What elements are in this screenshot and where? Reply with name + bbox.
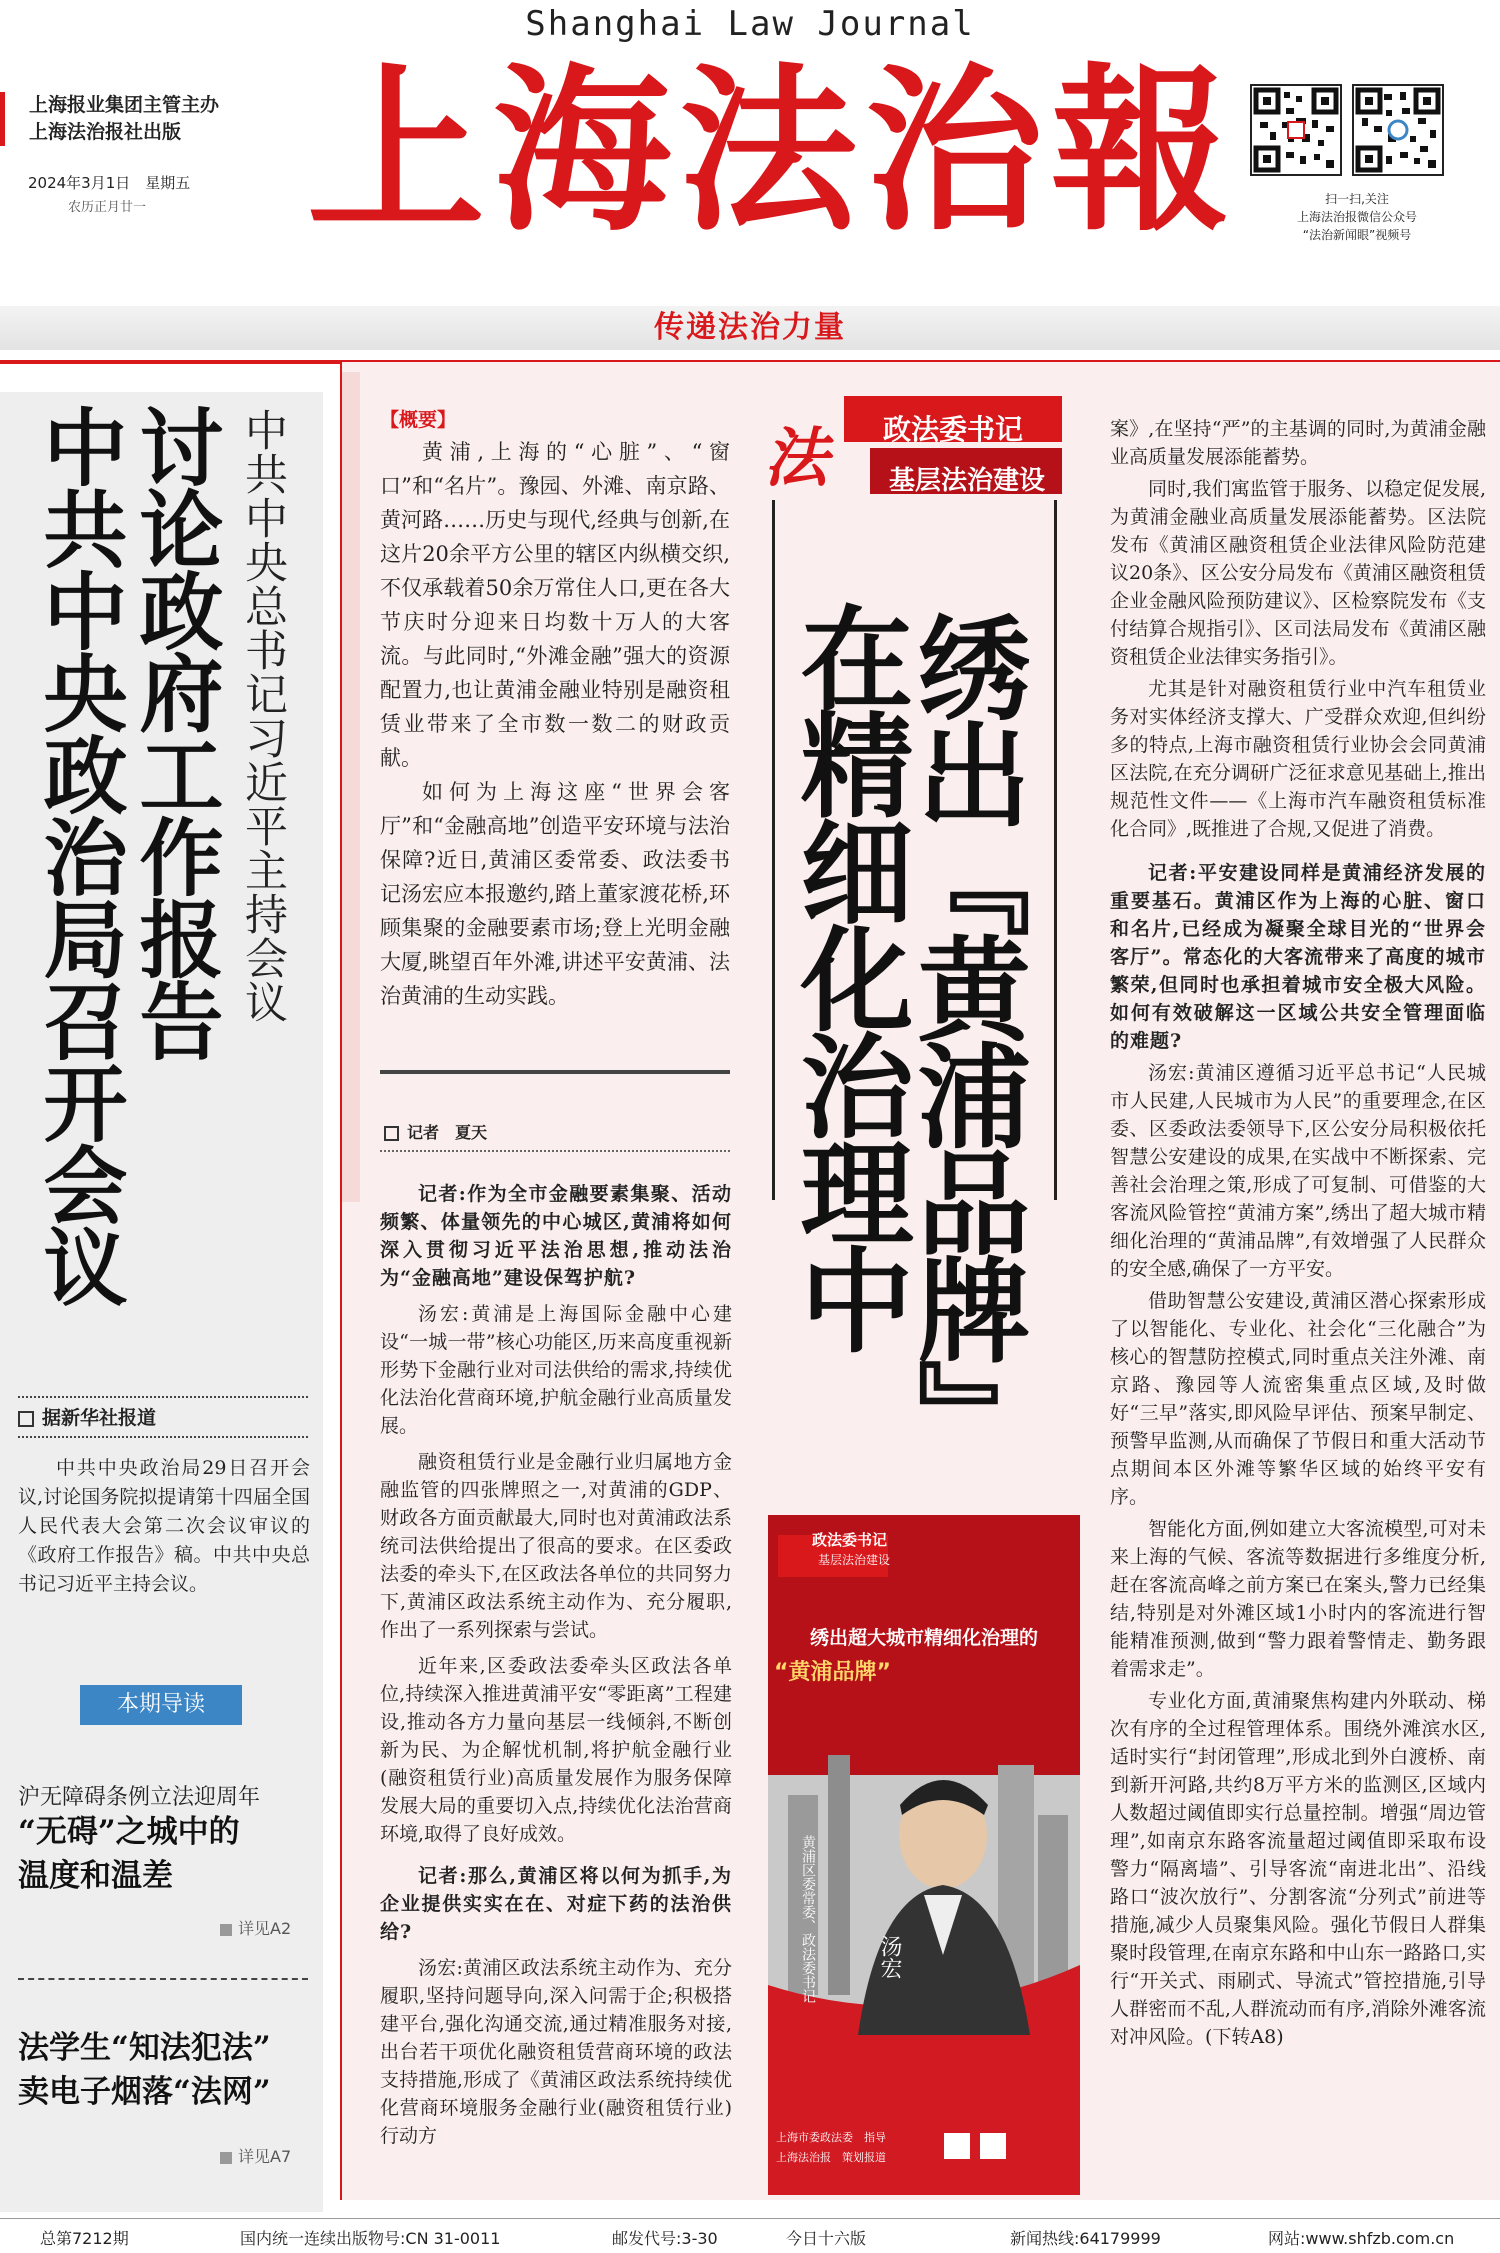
headline-main-2[interactable]: 中共中央政治局召开会议 [30,404,128,1306]
guide-button[interactable]: 本期导读 [80,1685,242,1725]
divider [18,1396,308,1398]
footer-cn: 国内统一连续出版物号:CN 31-0011 [240,2229,501,2248]
see-page-link[interactable]: 详见A2 [220,1916,291,1939]
abstract-paragraph: 如何为上海这座“世界会客厅”和“金融高地”创造平安环境与法治保障?近日,黄浦区委常委、政法委书记汤宏应本报邀约,踏上董家渡花桥,环顾集聚的金融要素市场;登上光明金融大厦,眺望百年外滩,讲述平安黄浦、法治黄浦的生动实践。 [380,780,730,1008]
video-account-qr-code[interactable] [1352,84,1444,176]
poster-role: 黄浦区委常委、政法委书记 [800,1835,816,2003]
svg-text:法: 法 [764,421,828,496]
qr-caption-line: 扫一扫,关注 [1325,192,1389,206]
footer-postal: 邮发代号:3-30 [612,2229,718,2248]
interview-paragraph: 智能化方面,例如建立大客流模型,可对未来上海的气候、客流等数据进行多维度分析,赶在客流高峰之前方案已在案头,警力已经集结,特别是对外滩区域1小时内的客流进行智能精准预测,做到“警力跟着警情走、勤务跟着需求走”。 [1110,1518,1486,1680]
news-source [18,1403,156,1430]
interview-paragraph: 融资租赁行业是金融行业归属地方金融监管的四张牌照之一,对黄浦的GDP、财政各方面贡献最大,同时也对黄浦政法系统司法供给提出了很高的要求。在区委政法委的牵头下,在区政法各单位的共同努力下,黄浦区政法系统主动作为、充分履职,作出了一系列探索与尝试。 [380,1451,732,1641]
abstract [380,435,730,1013]
interview-column-1 [380,1180,732,2158]
interview-paragraph: 尤其是针对融资租赁行业中汽车租赁业务对实体经济支撑大、广受群众欢迎,但纠纷多的特点,上海市融资租赁行业协会会同黄浦区法院,在充分调研广泛征求意见基础上,推出规范性文件——《上海市汽车融资租赁标准化合同》,既推进了合规,又促进了消费。 [1110,678,1486,840]
teaser-title[interactable] [18,1810,308,1898]
teaser-title-line: 法学生“知法犯法” [18,2030,271,2066]
feature-stripe [340,372,360,1202]
teaser-title-line: “无碍”之城中的 [18,1814,240,1850]
byline [384,1120,487,1143]
poster-name: 汤宏 [877,1935,902,1979]
abstract-rule [380,1070,730,1074]
poster-title: 绣出超大城市精细化治理的 [809,1627,1038,1649]
news-body: 中共中央政治局29日召开会议,讨论国务院拟提请第十四届全国人民代表大会第二次会议审议的《政府工作报告》稿。中共中央总书记习近平主持会议。 [18,1457,310,1595]
poster-title-highlight: “黄浦品牌” [774,1660,891,1685]
interview-paragraph: 专业化方面,黄浦聚焦构建内外联动、梯次有序的全过程管理体系。围绕外滩滨水区,适时实行“封闭管理”,形成北到外白渡桥、南到新开河路,共约8万平方米的监测区,区域内人数超过阈值即实行总量控制。增强“周边管理”,如南京东路客流量超过阈值即采取布设警力“隔离墙”、引导客流“南进北出”、沿线路口“波次放行”、分割客流“分列式”前进等措施,减少人员聚集风险。强化节假日人群集聚时段管理,在南京东路和中山东一路路口,实行“开关式、雨刷式、导流式”管控措施,引导人群密而不乱,人群流动而有序,消除外滩客流对冲风险。(下转A8) [1110,1690,1486,2048]
headline-subtitle[interactable]: 中共中央总书记习近平主持会议 [238,408,288,1024]
footer-issue: 总第7212期 [40,2229,129,2248]
qr-caption [1232,190,1482,244]
divider [380,1150,730,1152]
square-icon [384,1126,399,1141]
poster-credit: 上海市委政法委 指导 [776,2131,886,2144]
feature-headline-2[interactable]: 在精细化治理中 [782,600,914,1349]
poster-badge-subtitle: 基层法治建设 [818,1553,891,1567]
english-masthead: Shanghai Law Journal [525,4,975,44]
interview-column-2 [1110,415,1486,2055]
wechat-qr-code[interactable] [1250,84,1342,176]
headline-rule [1054,500,1057,1200]
headline-rule [772,500,775,1200]
badge-title: 政法委书记 [882,413,1023,446]
issue-date: 2024年3月1日 星期五 [28,174,191,192]
interview-paragraph: 记者:作为全市金融要素集聚、活动频繁、体量领先的中心城区,黄浦将如何深入贯彻习近平法治思想,推动法治为“金融高地”建设保驾护航? [380,1183,732,1289]
qr-caption-line: 上海法治报微信公众号 [1296,210,1417,224]
publisher-info [0,92,219,146]
abstract-paragraph: 黄浦,上海的“心脏”、“窗口”和“名片”。豫园、外滩、南京路、黄河路……历史与现代,经典与创新,在这片20余平方公里的辖区内纵横交织,不仅承载着50余万常住人口,更在各大节庆时分迎来日均数十万人的大客流。与此同时,“外滩金融”强大的资源配置力,也让黄浦金融业特别是融资租赁业带来了全市数一数二的财政贡献。 [380,440,730,770]
interview-paragraph: 汤宏:黄浦区遵循习近平总书记“人民城市人民建,人民城市为人民”的重要理念,在区委、区委政法委领导下,区公安分局积极依托智慧公安建设的成果,在实战中不断探索、完善社会治理之策,形成了可复制、可借鉴的大客流风险管控“黄浦方案”,绣出了超大城市精细化治理的“黄浦品牌”,有效增强了人民群众的安全感,确保了一方平安。 [1110,1062,1486,1280]
badge-subtitle: 基层法治建设 [888,466,1045,496]
footer-rule [0,2218,1500,2219]
feature-poster [768,1515,1080,2195]
feature-headline-1[interactable]: 绣出『黄浦品牌』 [899,610,1031,1466]
footer-website[interactable]: 网站:www.shfzb.com.cn [1268,2229,1455,2248]
interview-paragraph: 汤宏:黄浦是上海国际金融中心建设“一城一带”核心功能区,历来高度重视新形势下金融行业对司法供给的需求,持续优化法治化营商环境,护航金融行业高质量发展。 [380,1303,732,1437]
poster-badge-title: 政法委书记 [812,1531,888,1549]
interview-paragraph: 记者:那么,黄浦区将以何为抓手,为企业提供实实在在、对症下药的法治供给? [380,1865,732,1943]
interview-paragraph: 汤宏:黄浦区政法系统主动作为、充分履职,坚持问题导向,深入问需于企;积极搭建平台,强化沟通交流,通过精准服务对接,出台若干项优化融资租赁营商环境的政法支持措施,形成了《黄浦区政法系统持续优化营商环境服务金融行业(融资租赁行业)行动方 [380,1957,732,2147]
footer-pages: 今日十六版 [786,2229,867,2248]
headline-main-1[interactable]: 讨论政府工作报告 [126,404,224,1060]
teaser-kicker: 沪无障碍条例立法迎周年 [18,1785,261,1810]
qr-caption-line: “法治新闻眼”视频号 [1302,228,1412,242]
byline-label: 记者 夏天 [407,1123,488,1142]
interview-paragraph: 借助智慧公安建设,黄浦区潜心探索形成了以智能化、专业化、社会化“三化融合”为核心的智慧防控模式,同时重点关注外滩、南京路、豫园等人流密集重点区域,及时做好“三早”落实,即风险早评估、预案早制定、预警早监测,从而确保了节假日和重大活动节点期间本区外滩等繁华区域的始终平安有序。 [1110,1290,1486,1508]
abstract-label: 【概要】 [380,409,457,431]
footer-hotline: 新闻热线:64179999 [1010,2229,1161,2248]
interview-paragraph: 近年来,区委政法委牵头区政法各单位,持续深入推进黄浦平安“零距离”工程建设,推动各方力量向基层一线倾斜,不断创新为民、为企解忧机制,将护航金融行业(融资租赁行业)高质量发展作为服务保障发展大局的重要切入点,持续优化法治营商环境,取得了良好成效。 [380,1655,732,1845]
news-source-label: 据新华社报道 [42,1407,157,1429]
see-page-link[interactable]: 详见A7 [220,2144,291,2167]
teaser-title[interactable] [18,2026,308,2114]
interview-paragraph: 同时,我们寓监管于服务、以稳定促发展,为黄浦金融业高质量发展添能蓄势。区法院发布《黄浦区融资租赁企业法律风险防范建议20条》、区公安分局发布《黄浦区融资租赁企业金融风险预防建议》、区检察院发布《支付结算合规指引》、区司法局发布《黄浦区融资租赁企业法律实务指引》。 [1110,478,1486,668]
teaser-title-line: 温度和温差 [18,1858,173,1894]
footer-bar [0,2212,1500,2253]
feature-border [340,362,342,2200]
interview-paragraph: 案》,在坚持“严”的主基调的同时,为黄浦金融业高质量发展添能蓄势。 [1110,418,1486,468]
slogan: 传递法治力量 [654,310,846,345]
poster-credit: 上海法治报 策划报道 [776,2151,886,2164]
newspaper-logo: 上海法治報 [307,46,1237,255]
divider [18,1978,308,1980]
publisher-line: 上海报业集团主管主办 [29,94,220,116]
lunar-date: 农历正月廿一 [68,200,147,215]
interview-paragraph: 记者:平安建设同样是黄浦经济发展的重要基石。黄浦区作为上海的心脏、窗口和名片,已经成为凝聚全球目光的“世界会客厅”。常态化的大客流带来了高度的城市繁荣,但同时也承担着城市安全极大风险。如何有效破解这一区域公共安全管理面临的难题? [1110,862,1486,1052]
divider [18,1436,308,1438]
publisher-line: 上海法治报社出版 [29,121,182,143]
square-icon [18,1411,34,1427]
teaser-title-line: 卖电子烟落“法网” [18,2074,271,2110]
